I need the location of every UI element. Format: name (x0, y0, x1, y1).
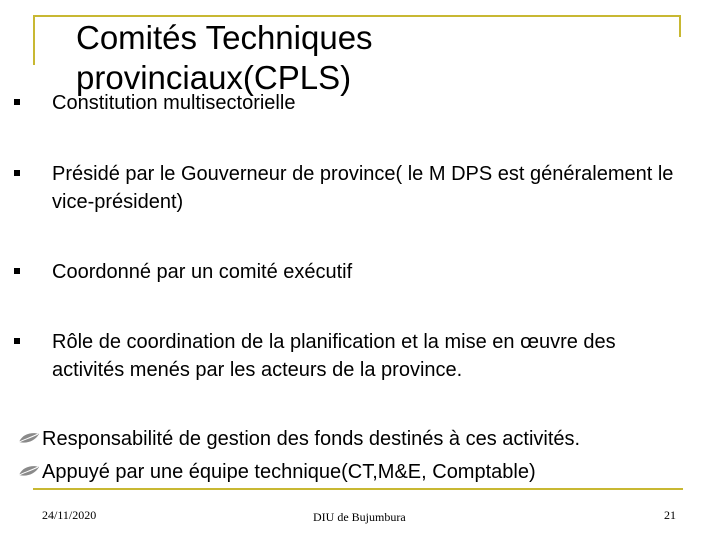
leaf-bullet-item: Appuyé par une équipe technique(CT,M&E, Comptable) (42, 461, 536, 483)
square-bullet-icon (14, 170, 20, 176)
leaf-bullet-icon (18, 464, 40, 478)
footer-divider-line (33, 488, 683, 490)
page-number: 21 (664, 508, 676, 522)
leaf-bullet-item: Responsabilité de gestion des fonds destinés à ces activités. (42, 428, 581, 450)
footer-text: DIU de Bujumbura (313, 510, 406, 524)
bullet-item: Rôle de coordination de la planification et la mise en œuvre des activités menés par les acteurs de la province. (52, 331, 616, 381)
square-bullet-icon (14, 268, 20, 274)
slide-title: Comités Techniques provinciaux(CPLS) (76, 19, 373, 96)
footer-date: 24/11/2020 (42, 508, 97, 522)
bullet-item: Constitution multisectorielle (52, 92, 296, 114)
leaf-bullet-icon (18, 431, 40, 445)
square-bullet-icon (14, 99, 20, 105)
square-bullet-icon (14, 338, 20, 344)
bullet-item: Présidé par le Gouverneur de province( le M DPS est généralement le vice-président) (52, 163, 674, 213)
bullet-item: Coordonné par un comité exécutif (52, 261, 353, 283)
